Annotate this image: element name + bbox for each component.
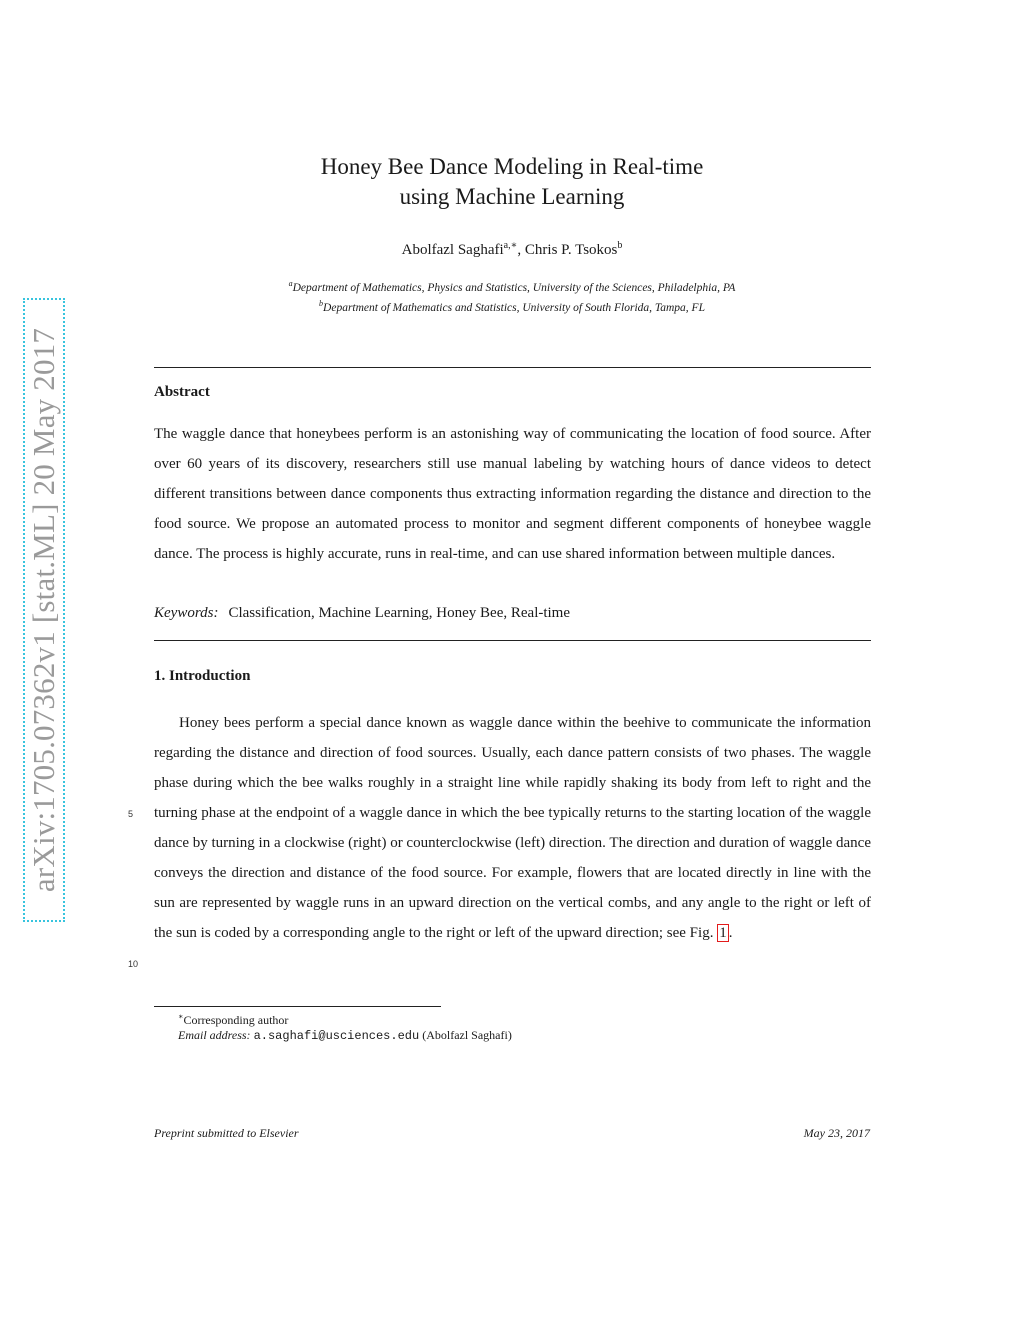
footnote-corresponding [178, 1012, 288, 1028]
arxiv-stamp[interactable] [23, 298, 65, 922]
keywords [154, 605, 570, 622]
email-owner: (Abolfazl Saghafi) [422, 1028, 512, 1042]
arxiv-stamp-text: arXiv:1705.07362v1 [stat.ML] 20 May 2017 [26, 327, 61, 893]
footnote-email [178, 1028, 512, 1043]
email-address-link[interactable]: a.saghafi@usciences.edu [253, 1029, 420, 1043]
footnote-mark: ∗ [178, 1012, 184, 1021]
email-label: Email address: [178, 1028, 251, 1042]
affiliation-a [0, 276, 1024, 296]
abstract-bottom-rule [154, 640, 871, 641]
introduction-text: Honey bees perform a special dance known as waggle dance within the beehive to communicate the information regarding the distance and direction of food sources. Usually, each dance pattern consists of two phases. The waggle phase during which the bee walks roughly in a straight line while rapidly shaking its body from left to right and the turning phase at the endpoint of a waggle dance in which the bee typically returns to the starting location of the waggle dance by turning in a clockwise (right) or counterclockwise (left) direction. The direction and duration of waggle dance conveys the direction and distance of the food source. For example, flowers that are located directly in line with the sun are represented by waggle runs in an upward direction on the vertical combs, and any angle to the right or left of the sun is coded by a corresponding angle to the right or left of the upward direction; see Fig. [154, 715, 871, 941]
affiliation-mark: a [288, 279, 293, 288]
abstract-top-rule [154, 367, 871, 368]
abstract-text: The waggle dance that honeybees perform is an astonishing way of communicating the location of food source. After over 60 years of its discovery, researchers still use manual labeling by watching hours of dance videos to detect different transitions between dance components thus extracting information regarding the distance and direction to the food source. We propose an automated process to monitor and segment different components of honeybee waggle dance. The process is highly accurate, runs in real-time, and can use shared information between multiple dances. [154, 426, 871, 562]
section-heading-introduction: 1. Introduction [154, 668, 251, 684]
title-line-2: using Machine Learning [399, 184, 625, 209]
author-name: Abolfazl Saghafi [401, 242, 504, 258]
footnote-corresponding-text: Corresponding author [183, 1013, 289, 1027]
line-number: 10 [128, 959, 139, 969]
footer-date: May 23, 2017 [803, 1126, 870, 1140]
figure-reference-link[interactable]: 1 [719, 925, 727, 941]
paper-title [0, 152, 1024, 212]
introduction-paragraph [154, 708, 871, 948]
line-number: 5 [128, 809, 134, 819]
keywords-label: Keywords: [154, 605, 219, 621]
author-affil-mark: a,∗ [503, 240, 518, 251]
author-name: Chris P. Tsokos [524, 242, 618, 258]
footnote-rule [154, 1006, 441, 1007]
title-line-1: Honey Bee Dance Modeling in Real-time [320, 154, 704, 179]
author-affil-mark: b [617, 240, 623, 251]
affiliation-b [0, 296, 1024, 316]
author-list [0, 240, 1024, 259]
keywords-text: Classification, Machine Learning, Honey Bee, Real-time [228, 605, 571, 621]
affiliations [0, 276, 1024, 316]
affiliation-text: Department of Mathematics and Statistics, University of South Florida, Tampa, FL [323, 301, 705, 314]
author-separator: , [517, 242, 525, 258]
abstract-heading: Abstract [154, 384, 210, 400]
affiliation-text: Department of Mathematics, Physics and Statistics, University of the Sciences, Philadelphia, PA [292, 281, 736, 294]
introduction-end: . [728, 925, 733, 941]
affiliation-mark: b [319, 298, 324, 308]
footer-preprint-note: Preprint submitted to Elsevier [154, 1126, 299, 1140]
